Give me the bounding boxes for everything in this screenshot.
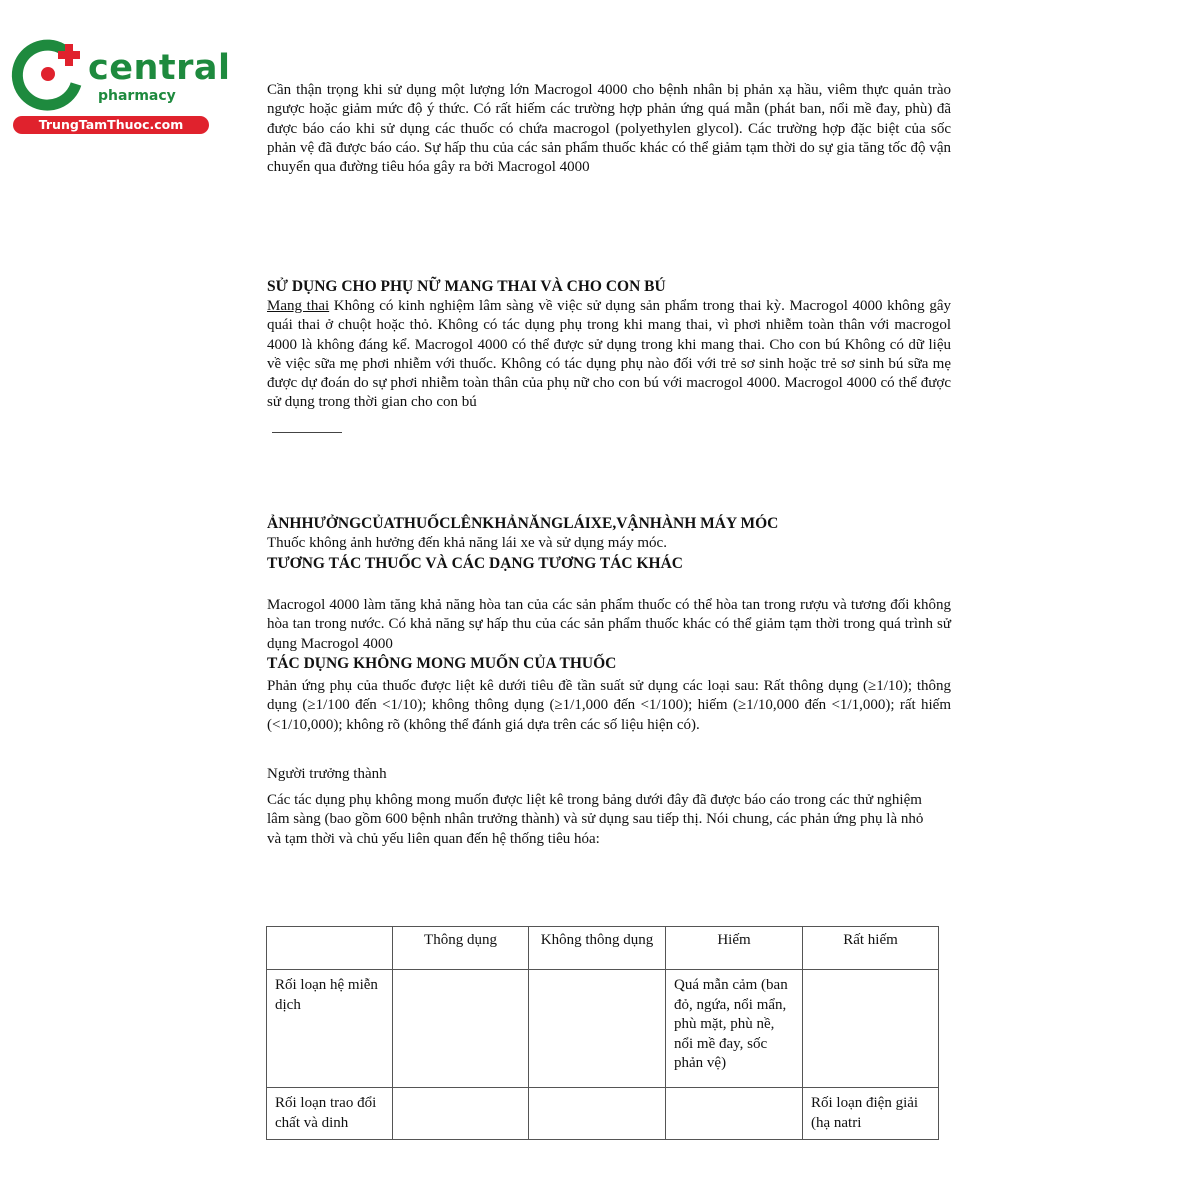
driving-heading: ẢNHHƯỞNGCỦATHUỐCLÊNKHẢNĂNGLÁIXE,VẬNHÀNH MÁY MÓC: [267, 515, 779, 532]
intro-paragraph: Cần thận trọng khi sử dụng một lượng lớn Macrogol 4000 cho bệnh nhân bị phản xạ hầu, viêm thực quản trào ngược hoặc giảm mức độ ý thức. Có rất hiếm các trường hợp phản ứng quá mẫn (phát ban, nổi mề đay, phù) đã được báo cáo khi sử dụng các thuốc có chứa macrogol (polyethylen glycol). Các trường hợp đặc biệt của sốc phản vệ đã được báo cáo. Sự hấp thu của các sản phẩm thuốc khác có thể giảm tạm thời do sự gia tăng tốc độ vận chuyển qua đường tiêu hóa gây ra bởi Macrogol 4000: [267, 82, 951, 176]
interactions-paragraph: Macrogol 4000 làm tăng khả năng hòa tan của các sản phẩm thuốc có thể hòa tan trong rượu và tương đối không hòa tan trong nước. Có khả năng sự hấp thu của các sản phẩm thuốc khác có thể giảm tạm thời trong quá trình sử dụng Macrogol 4000: [267, 597, 951, 652]
table-cell: [803, 970, 939, 1088]
table-header-cell: Rất hiếm: [803, 927, 939, 970]
pregnancy-text: Không có kinh nghiệm lâm sàng về việc sử dụng sản phẩm trong thai kỳ. Macrogol 4000 không gây quái thai ở chuột hoặc thỏ. Không có tác dụng phụ trong khi mang thai, vì phơi nhiễm toàn thân với macrogol 4000 là không đáng kể. Macrogol 4000 có thể được sử dụng trong khi mang thai. Cho con bú Không có dữ liệu về việc sữa mẹ phơi nhiễm với thuốc. Không có tác dụng phụ nào đối với trẻ sơ sinh hoặc trẻ sơ sinh bú sữa mẹ được dự đoán do sự phơi nhiễm toàn thân của phụ nữ cho con bú với macrogol 4000. Macrogol 4000 có thể được sử dụng trong thời gian cho con bú: [267, 298, 951, 411]
table-header-cell: Thông dụng: [393, 927, 529, 970]
logo-name: central: [88, 48, 231, 88]
table-header-row: [267, 927, 939, 970]
logo-website-banner[interactable]: TrungTamThuoc.com: [13, 116, 209, 134]
table-cell: [529, 970, 666, 1088]
adverse-paragraph: Phản ứng phụ của thuốc được liệt kê dưới tiêu đề tần suất sử dụng các loại sau: Rất thông dụng (≥1/10); thông dụng (≥1/100 đến <1/10); không thông dụng (≥1/1,000 đến <1/100); hiếm (≥1/10,000 đến <1/1,000); rất hiếm (<1/10,000); không rõ (không thể đánh giá dựa trên các số liệu hiện có).: [267, 678, 951, 733]
table-cell: Rối loạn hệ miễn dịch: [267, 970, 393, 1088]
logo-subtitle: pharmacy: [98, 88, 176, 104]
pregnancy-paragraph: [267, 297, 951, 413]
table-row: [267, 1088, 939, 1140]
table-cell: [393, 970, 529, 1088]
table-cell: [666, 1088, 803, 1140]
table-cell: Rối loạn điện giải (hạ natri: [803, 1088, 939, 1140]
table-cell: Quá mẫn cảm (ban đỏ, ngứa, nổi mẩn, phù mặt, phù nề, nổi mề đay, sốc phản vệ): [666, 970, 803, 1088]
pregnancy-heading: SỬ DỤNG CHO PHỤ NỮ MANG THAI VÀ CHO CON BÚ: [267, 278, 666, 295]
table-header-cell: Hiếm: [666, 927, 803, 970]
central-pharmacy-logo: [10, 38, 231, 136]
adults-subheading: Người trưởng thành: [267, 766, 387, 782]
table-cell: [393, 1088, 529, 1140]
adults-paragraph: Các tác dụng phụ không mong muốn được liệt kê trong bảng dưới đây đã được báo cáo trong các thử nghiệm lâm sàng (bao gồm 600 bệnh nhân trưởng thành) và sử dụng sau tiếp thị. Nói chung, các phản ứng phụ là nhỏ và tạm thời và chủ yếu liên quan đến hệ thống tiêu hóa:: [267, 792, 924, 847]
adverse-effects-table: [266, 926, 939, 1140]
table-cell: Rối loạn trao đổi chất và dinh: [267, 1088, 393, 1140]
table-cell: [529, 1088, 666, 1140]
driving-text: Thuốc không ảnh hưởng đến khả năng lái xe và sử dụng máy móc.: [267, 535, 667, 551]
table-header-cell: [267, 927, 393, 970]
divider-line: [272, 432, 342, 433]
table-header-cell: Không thông dụng: [529, 927, 666, 970]
pregnancy-label: Mang thai: [267, 298, 330, 314]
interactions-heading: TƯƠNG TÁC THUỐC VÀ CÁC DẠNG TƯƠNG TÁC KHÁC: [267, 555, 683, 572]
adverse-heading: TÁC DỤNG KHÔNG MONG MUỐN CỦA THUỐC: [267, 655, 617, 672]
central-pharmacy-emblem-icon: [10, 38, 88, 114]
table-row: [267, 970, 939, 1088]
